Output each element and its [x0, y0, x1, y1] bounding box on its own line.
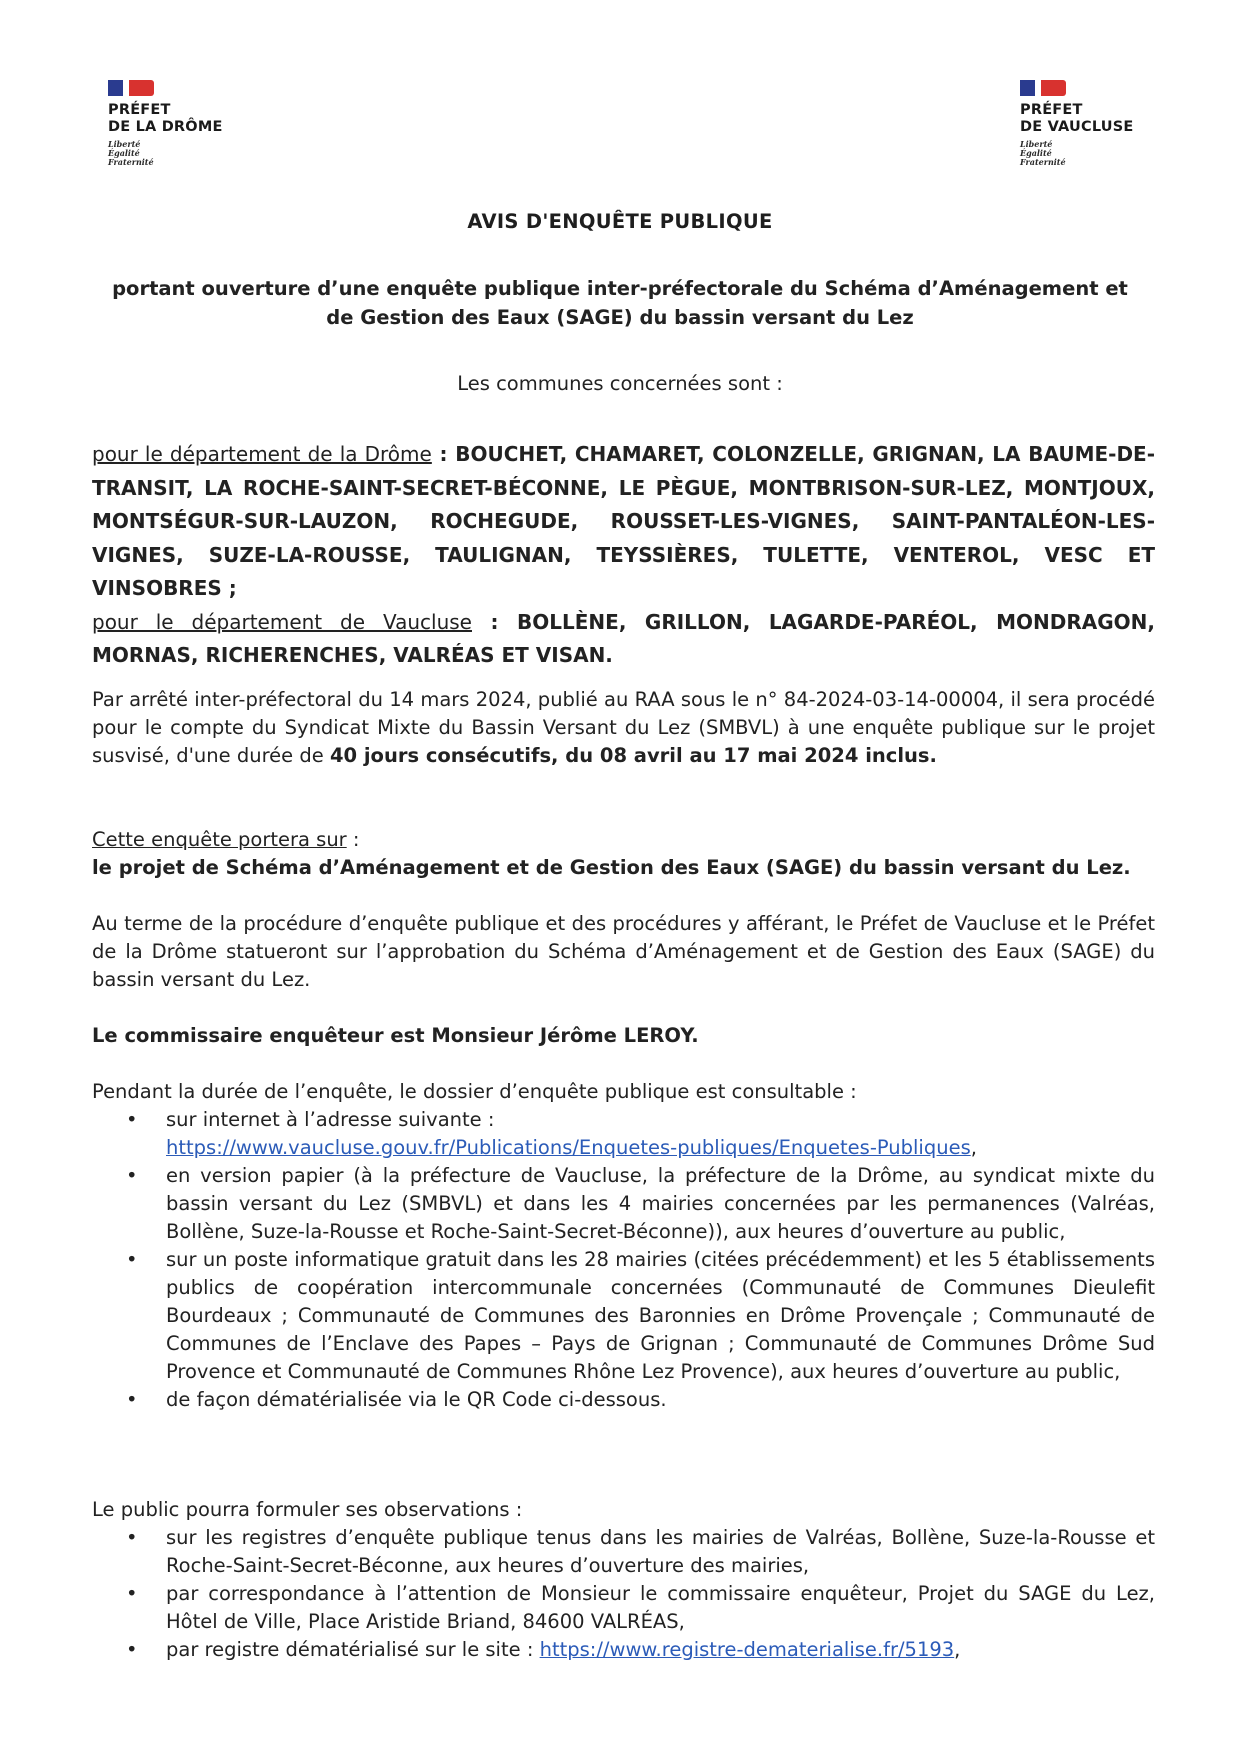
dept-vaucluse-label: pour le département de Vaucluse	[92, 609, 472, 634]
logo-motto	[1020, 140, 1180, 167]
motto-fraternite: Fraternité	[108, 157, 154, 167]
motto-egalite: Égalité	[1020, 148, 1052, 158]
page-title: AVIS D'ENQUÊTE PUBLIQUE	[467, 210, 773, 233]
communes-intro: Les communes concernées sont :	[457, 372, 783, 395]
list-item: • en version papier (à la préfecture de Vaucluse, la préfecture de la Drôme, au syndicat mixte du bassin versant du Lez (SMBVL) et dans les 4 mairies concernées par les permanences (Valréas, Bollène, Suze-la-Rousse et Roche-Saint-Secret-Béconne)), aux heures d’ouverture au public,	[166, 1162, 1155, 1246]
subtitle-line-1: portant ouverture d’une enquête publique inter-préfectorale du Schéma d’Aménagement et	[112, 277, 1128, 300]
communes-drome	[92, 438, 1155, 606]
list-item: • sur les registres d’enquête publique tenus dans les mairies de Valréas, Bollène, Suze-la-Rousse et Roche-Saint-Secret-Béconne, aux heures d’ouverture des mairies,	[166, 1524, 1155, 1580]
dept-drome-label: pour le département de la Drôme	[92, 442, 432, 466]
objet-label: Cette enquête portera sur	[92, 828, 347, 851]
consultation-section	[92, 1078, 1155, 1414]
motto-liberte: Liberté	[1020, 139, 1053, 149]
terme-paragraph: Au terme de la procédure d’enquête publique et des procédures y afférant, le Préfet de Vaucluse et le Préfet de la Drôme statueront sur l’approbation du Schéma d’Aménagement et de Gestion des Eaux (SAGE) du bassin versant du Lez.	[92, 912, 1155, 991]
item-tail: ,	[954, 1638, 961, 1661]
registre-dematerialise-link[interactable]: https://www.registre-dematerialise.fr/5193	[539, 1638, 955, 1661]
list-item: • sur un poste informatique gratuit dans les 28 mairies (citées précédemment) et les 5 établissements publics de coopération intercommunale concernées (Communauté de Communes Dieulefit Bourdeaux ; Communauté de Communes des Baronnies en Drôme Provençale ; Communauté de Communes de l’Enclave des Papes – Pays de Grignan ; Communauté de Communes Drôme Sud Provence et Communauté de Communes Rhône Lez Provence), aux heures d’ouverture au public,	[166, 1246, 1155, 1386]
commissaire-paragraph: Le commissaire enquêteur est Monsieur Jérôme LEROY.	[92, 1024, 699, 1047]
objet-heading	[92, 826, 1155, 854]
consultation-intro: Pendant la durée de l’enquête, le dossier d’enquête publique est consultable :	[92, 1080, 857, 1103]
observations-intro: Le public pourra formuler ses observations :	[92, 1498, 523, 1521]
vaucluse-enquetes-link[interactable]: https://www.vaucluse.gouv.fr/Publications/Enquetes-publiques/Enquetes-Publiques	[166, 1136, 971, 1159]
prefet-drome-logo	[108, 80, 268, 167]
consultation-list	[92, 1106, 1155, 1414]
logo-line-1: PRÉFET	[1020, 102, 1083, 118]
list-item: • par correspondance à l’attention de Monsieur le commissaire enquêteur, Projet du SAGE du Lez, Hôtel de Ville, Place Aristide Briand, 84600 VALRÉAS,	[166, 1580, 1155, 1636]
list-item: • de façon dématérialisée via le QR Code ci-dessous.	[166, 1386, 1155, 1414]
french-flag-icon	[108, 80, 154, 96]
arrete-paragraph	[92, 686, 1155, 770]
motto-liberte: Liberté	[108, 139, 141, 149]
communes-list	[92, 438, 1155, 673]
list-item	[166, 1106, 1155, 1162]
dept-vaucluse-list: : BOLLÈNE, GRILLON, LAGARDE-PARÉOL, MONDRAGON, MORNAS, RICHERENCHES, VALRÉAS ET VISAN.	[92, 609, 1155, 667]
motto-fraternite: Fraternité	[1020, 157, 1066, 167]
french-flag-icon	[1020, 80, 1066, 96]
subtitle-line-2: de Gestion des Eaux (SAGE) du bassin versant du Lez	[326, 306, 914, 329]
item-text: sur internet à l’adresse suivante :	[166, 1108, 495, 1131]
prefet-vaucluse-logo	[1020, 80, 1180, 167]
logo-motto	[108, 140, 268, 167]
logo-line-2: DE VAUCLUSE	[1020, 119, 1134, 135]
logo-line-2: DE LA DRÔME	[108, 119, 223, 135]
objet-paragraph	[92, 826, 1155, 882]
dept-drome-list: : BOUCHET, CHAMARET, COLONZELLE, GRIGNAN, LA BAUME-DE-TRANSIT, LA ROCHE-SAINT-SECRET-BÉCONNE, LE PÈGUE, MONTBRISON-SUR-LEZ, MONTJOUX, MONTSÉGUR-SUR-LAUZON, ROCHEGUDE, ROUSSET-LES-VIGNES, SAINT-PANTALÉON-LES-VIGNES, SUZE-LA-ROUSSE, TAULIGNAN, TEYSSIÈRES, TULETTE, VENTEROL, VESC ET VINSOBRES ;	[92, 442, 1156, 600]
arrete-dates: 40 jours consécutifs, du 08 avril au 17 mai 2024 inclus.	[329, 744, 937, 767]
logo-line-1: PRÉFET	[108, 102, 171, 118]
observations-list	[92, 1524, 1155, 1664]
item-text: par registre dématérialisé sur le site :	[166, 1638, 540, 1661]
objet-text: le projet de Schéma d’Aménagement et de Gestion des Eaux (SAGE) du bassin versant du Lez.	[92, 856, 1131, 879]
subtitle	[95, 274, 1145, 332]
communes-vaucluse	[92, 606, 1155, 673]
item-tail: ,	[970, 1136, 977, 1159]
observations-section	[92, 1496, 1155, 1664]
objet-colon: :	[346, 828, 360, 851]
arrete-text: Par arrêté inter-préfectoral du 14 mars 2024, publié au RAA sous le n° 84-2024-03-14-00004, il sera procédé pour le compte du Syndicat Mixte du Bassin Versant du Lez (SMBVL) à une enquête publique sur le projet susvisé, d'une durée de	[92, 688, 1155, 767]
list-item	[166, 1636, 1155, 1664]
motto-egalite: Égalité	[108, 148, 140, 158]
